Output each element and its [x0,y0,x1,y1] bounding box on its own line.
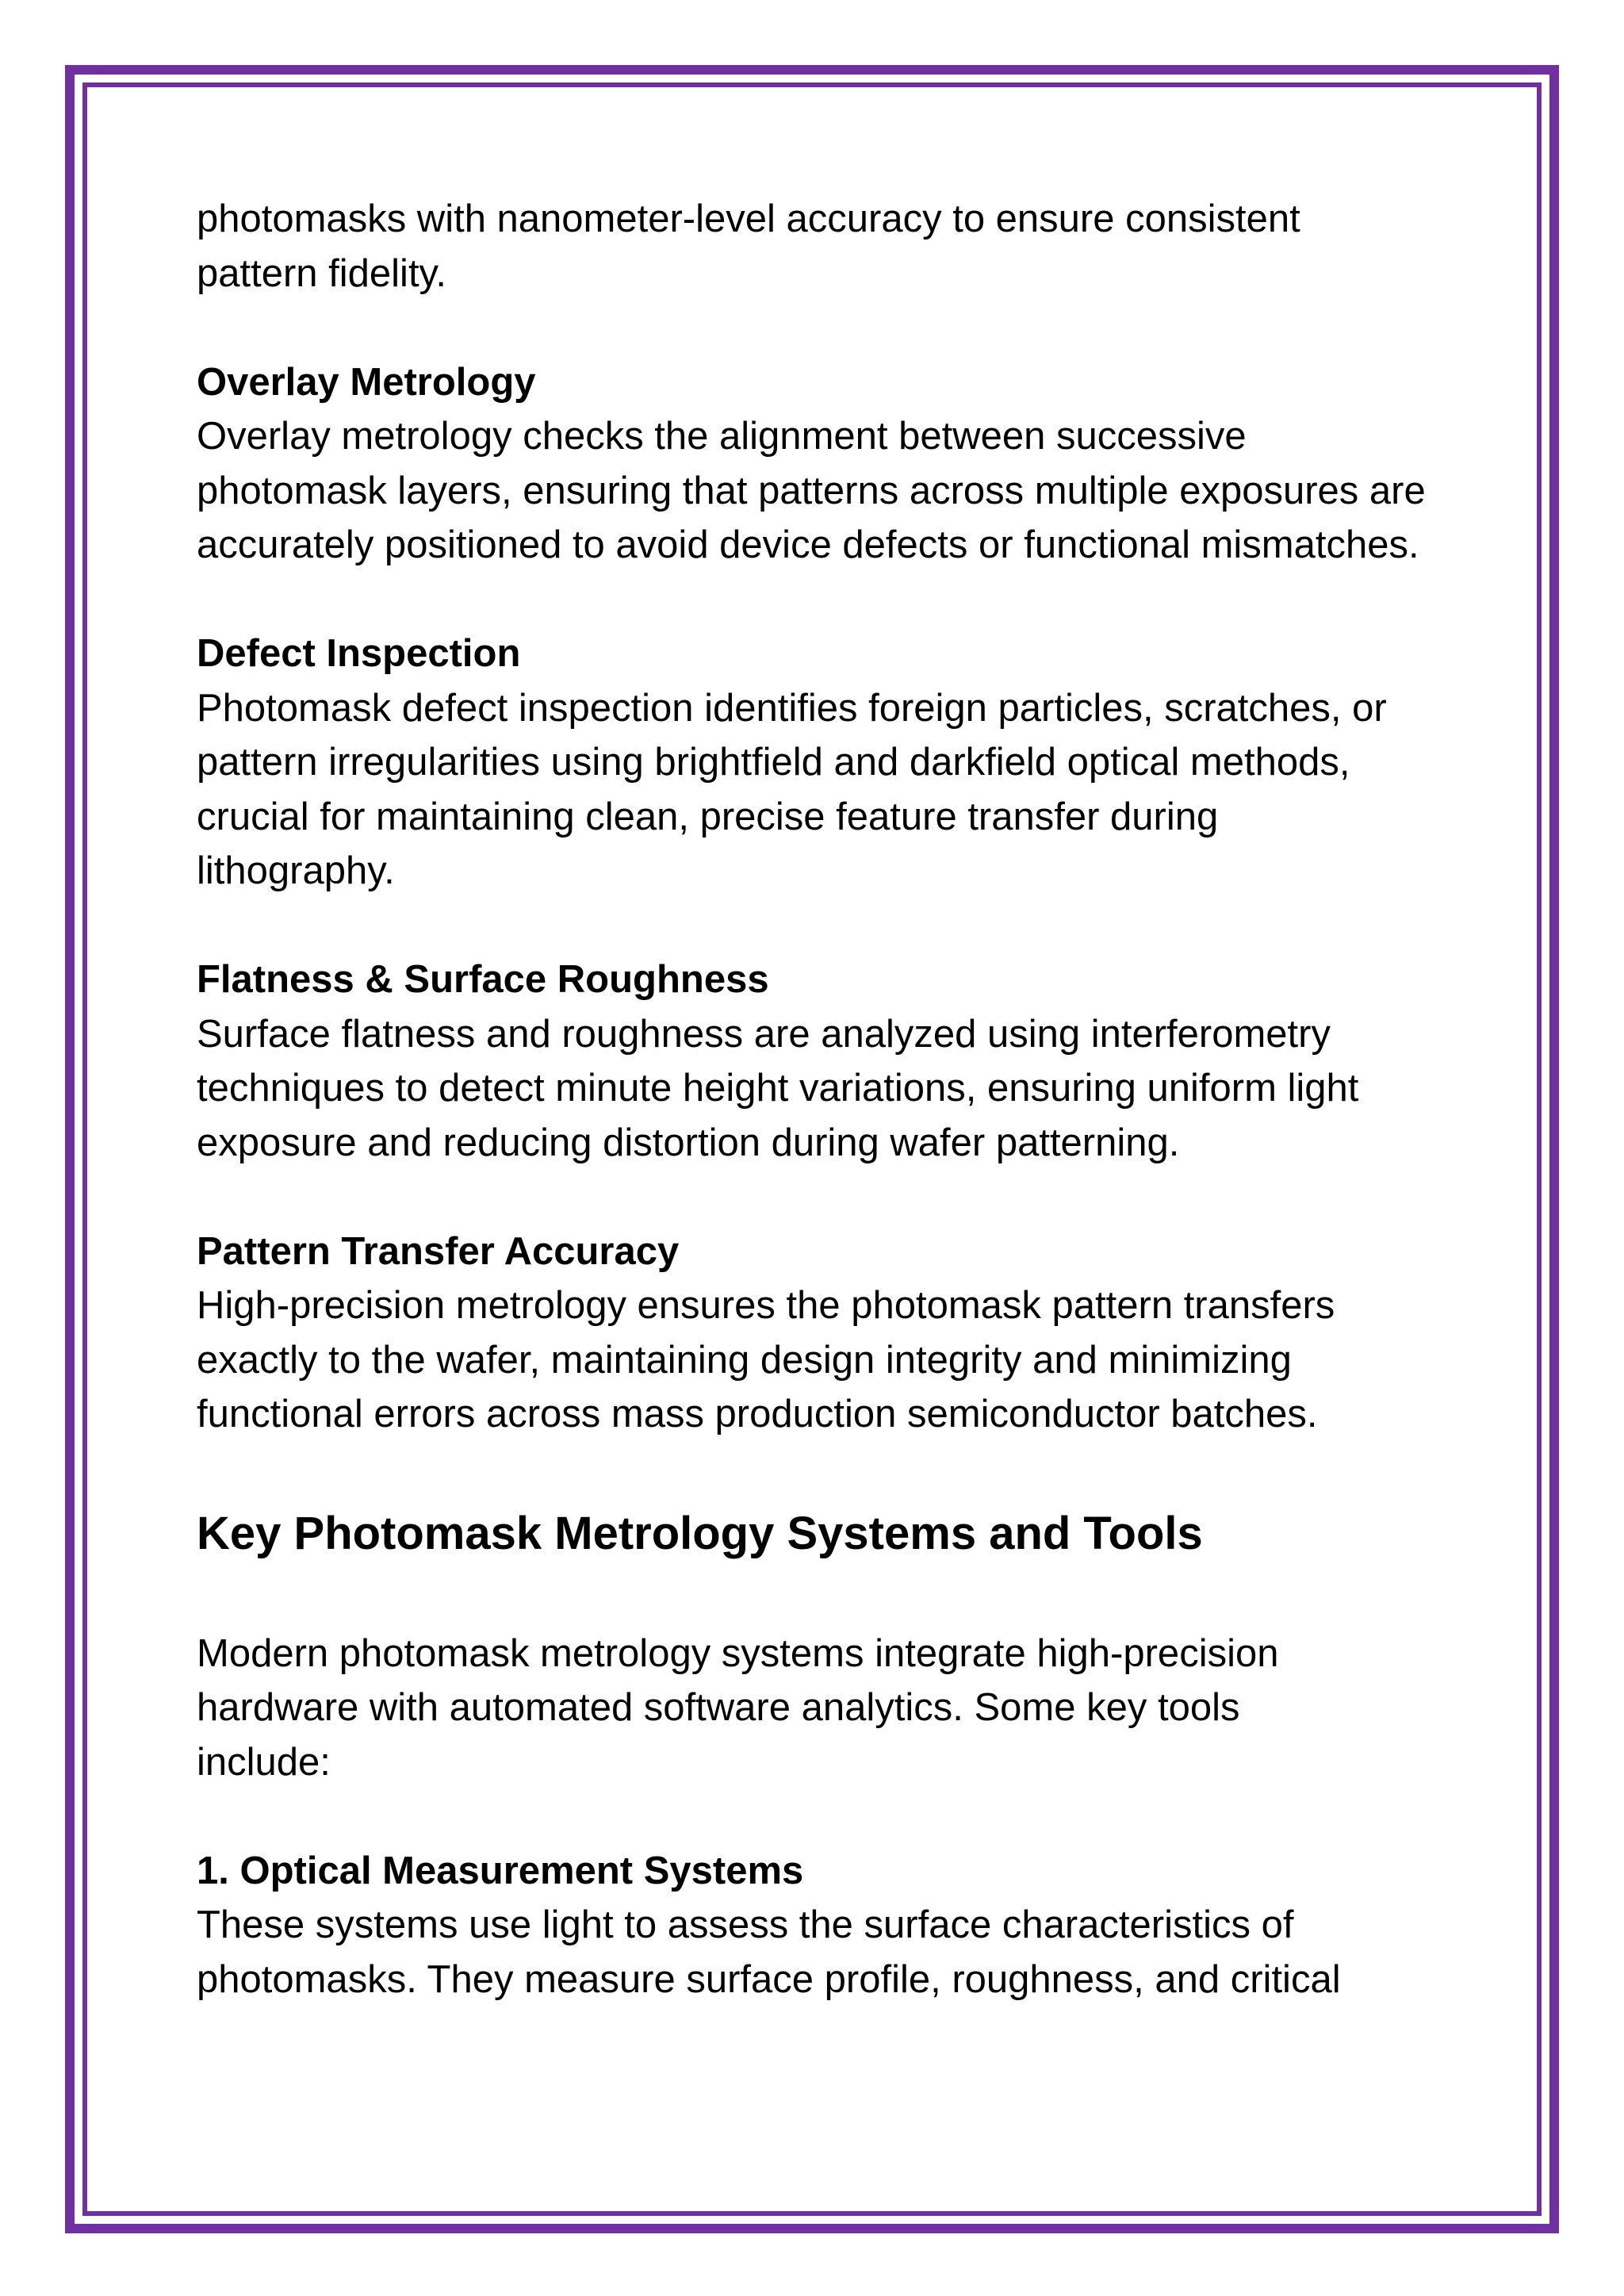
section-heading-defect-inspection: Defect Inspection [197,632,521,675]
intro-continuation: photomasks with nanometer-level accuracy to ensure consistent pattern fidelity. [197,197,1300,295]
key-systems-heading: Key Photomask Metrology Systems and Tools [197,1508,1203,1559]
section-heading-overlay-metrology: Overlay Metrology [197,360,536,404]
section-body-overlay-metrology: Overlay metrology checks the alignment between successive photomask layers, ensuring that patterns across multiple exposures are accurately positioned to avoid device defects or functional mismatches. [197,415,1426,566]
tool-body-optical-measurement: These systems use light to assess the surface characteristics of photomasks. They measure surface profile, roughness, and critical [197,1903,1341,2001]
section-heading-pattern-transfer: Pattern Transfer Accuracy [197,1229,680,1273]
section-heading-flatness-roughness: Flatness & Surface Roughness [197,958,769,1001]
section-body-defect-inspection: Photomask defect inspection identifies foreign particles, scratches, or pattern irregularities using brightfield and darkfield optical methods, crucial for maintaining clean, precise feature transfer during lithography. [197,686,1387,892]
key-systems-intro: Modern photomask metrology systems integrate high-precision hardware with automated software analytics. Some key tools include: [197,1631,1279,1784]
tool-heading-optical-measurement: 1. Optical Measurement Systems [197,1849,804,1892]
document-body [197,192,1450,2007]
section-body-pattern-transfer: High-precision metrology ensures the photomask pattern transfers exactly to the wafer, maintaining design integrity and minimizing functional errors across mass production semiconductor batches. [197,1284,1335,1435]
section-body-flatness-roughness: Surface flatness and roughness are analyzed using interferometry techniques to detect minute height variations, ensuring uniform light exposure and reducing distortion during wafer patterning. [197,1012,1359,1164]
